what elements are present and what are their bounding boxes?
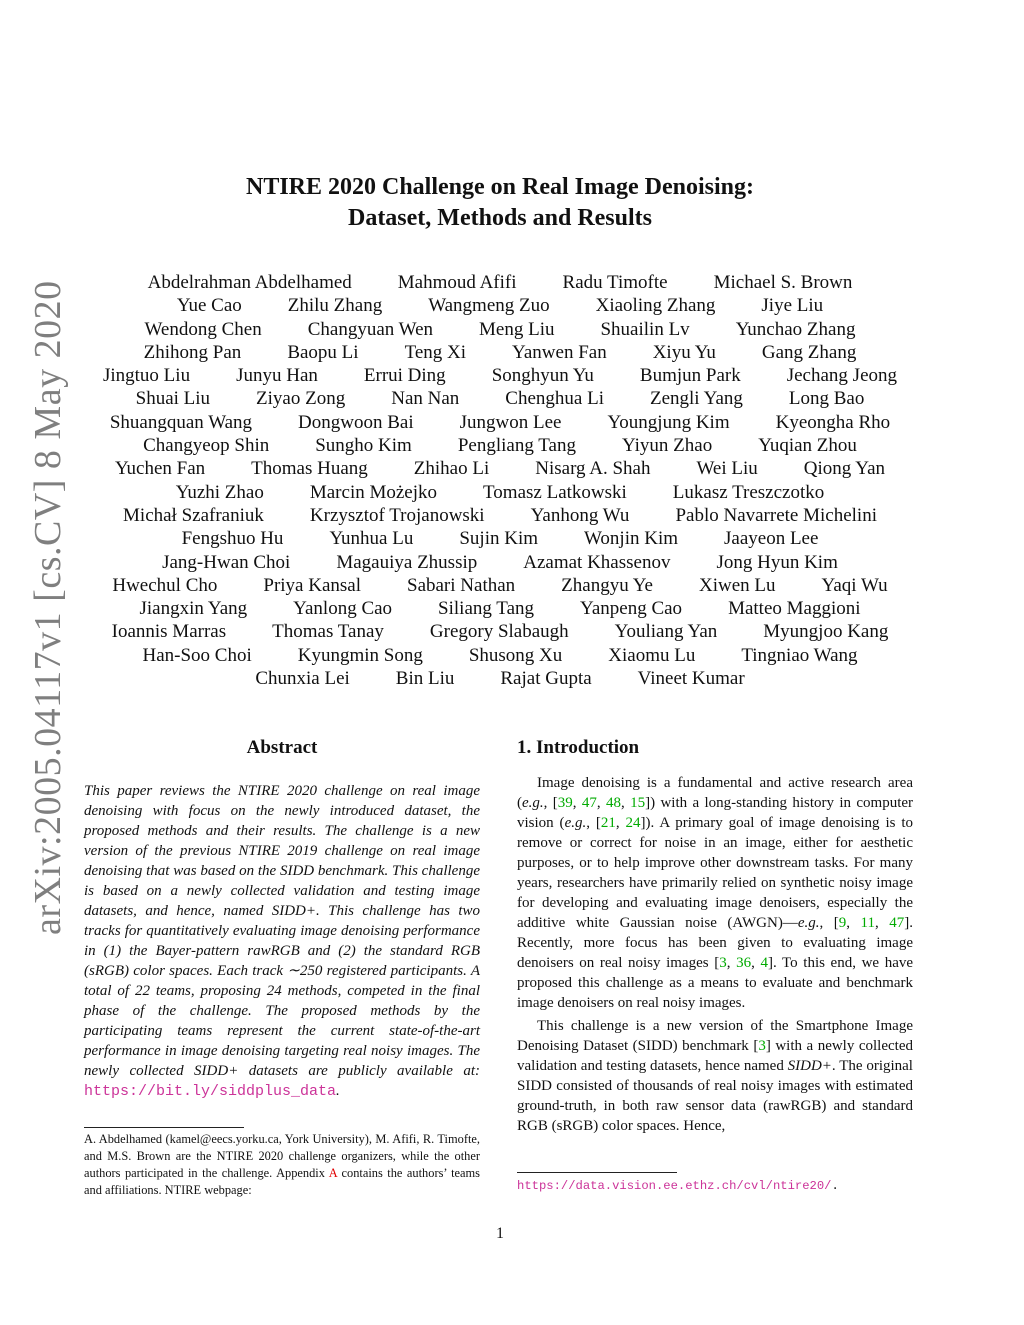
author-row xyxy=(95,387,905,410)
citation-link[interactable]: 3 xyxy=(758,1038,766,1054)
citation-link[interactable]: 36 xyxy=(736,955,752,971)
author-name: Zhilu Zhang xyxy=(287,295,383,317)
dataset-name: SIDD+ xyxy=(787,1058,832,1074)
author-row xyxy=(95,271,905,294)
author-name: Youliang Yan xyxy=(614,621,718,643)
intro-paragraph-1: Image denoising is a fundamental and active research area (e.g., [39, 47, 48, 15]) with a long-standing history in computer vision (e.g., [21, 24]). A primary goal of image denoising is to remove or correct for noise in an image, either for aesthetic purposes, or to help improve other downstream tasks. For many years, researchers have primarily relied on synthetic noisy image for developing and evaluating image denoisers, especially the additive white Gaussian noise (AWGN)—e.g., [9, 11, 47]. Recently, more focus has been given to evaluating image denoisers on real noisy images [3, 36, 4]. To this end, we have proposed this challenge as a means to evaluate and benchmark image denoisers on real noisy images. xyxy=(517,775,914,1011)
author-name: Gregory Slabaugh xyxy=(429,621,569,643)
author-name: Kyungmin Song xyxy=(297,644,423,666)
author-name: Wonjin Kim xyxy=(584,528,678,550)
author-name: Zhihong Pan xyxy=(143,341,242,363)
author-name: Sujin Kim xyxy=(459,528,538,550)
page-number: 1 xyxy=(496,1225,504,1242)
dataset-link[interactable]: https://bit.ly/siddplus_data xyxy=(84,1083,337,1100)
author-name: Songhyun Yu xyxy=(491,365,594,387)
footnote-text-b: contains the authors’ teams and affiliations. NTIRE webpage: xyxy=(84,1166,480,1197)
author-name: Tingniao Wang xyxy=(741,644,858,666)
citation-link[interactable]: 48 xyxy=(606,795,621,811)
author-name: Jiangxin Yang xyxy=(139,598,248,620)
author-row xyxy=(95,644,905,667)
author-name: Changyeop Shin xyxy=(143,435,270,457)
author-name: Nisarg A. Shah xyxy=(535,458,651,480)
author-name: Pengliang Tang xyxy=(457,435,576,457)
author-row xyxy=(95,457,905,480)
intro-p1-t5: ]). A primary goal of image denoising is to remove or correct for noise in an image, either for aesthetic purposes, or to help improve other downstream tasks. For many years, researchers have primarily relied on synthetic noisy image for developing and evaluating image denoisers, especially the additive white Gaussian noise (AWGN)— xyxy=(517,815,914,931)
author-name: Meng Liu xyxy=(479,318,555,340)
author-name: Michael S. Brown xyxy=(713,272,853,293)
author-name: Tomasz Latkowski xyxy=(483,481,627,503)
intro-p2-t2: ] with a newly collected validation and testing datasets, hence named xyxy=(517,1038,913,1074)
abstract-end: . xyxy=(336,1083,340,1099)
author-name: Xiaomu Lu xyxy=(608,644,696,666)
eg-1: e.g. xyxy=(522,795,544,811)
author-name: Wangmeng Zuo xyxy=(428,295,550,317)
author-name: Changyuan Wen xyxy=(307,318,434,340)
author-name: Rajat Gupta xyxy=(500,668,592,690)
author-name: Wei Liu xyxy=(696,458,758,480)
footnote2-end: . xyxy=(831,1179,839,1193)
author-name: Yanhong Wu xyxy=(530,504,630,526)
citation-link[interactable]: 21 xyxy=(600,815,616,831)
author-name: Thomas Tanay xyxy=(272,621,384,643)
author-name: Errui Ding xyxy=(363,365,446,387)
author-name: Xiaoling Zhang xyxy=(595,295,716,317)
eg-2: e.g. xyxy=(564,815,587,831)
author-name: Kyeongha Rho xyxy=(775,411,891,433)
author-name: Yunhua Lu xyxy=(329,528,414,550)
citation-link[interactable]: 47 xyxy=(889,915,905,931)
author-row xyxy=(95,481,905,504)
author-row xyxy=(95,294,905,317)
author-row xyxy=(95,620,905,643)
intro-p1-t4: , [ xyxy=(586,815,601,831)
author-name: Shuailin Lv xyxy=(600,318,690,340)
intro-p1-t8: ]. To this end, we have proposed this challenge as a means to evaluate and benchmark image denoisers on real noisy images. xyxy=(517,955,914,1011)
author-row xyxy=(95,597,905,620)
author-name: Radu Timofte xyxy=(562,272,668,293)
author-row xyxy=(95,527,905,550)
author-name: Yuzhi Zhao xyxy=(175,481,264,503)
author-name: Yanlong Cao xyxy=(293,598,393,620)
citation-link[interactable]: 47 xyxy=(581,795,597,811)
citation-link[interactable]: 24 xyxy=(625,815,641,831)
author-name: Xiwen Lu xyxy=(699,574,776,596)
author-name: Ioannis Marras xyxy=(111,621,227,643)
author-name: Myungjoo Kang xyxy=(763,621,889,643)
footnote2-divider xyxy=(517,1172,677,1173)
author-name: Yuchen Fan xyxy=(114,458,206,480)
citation-link[interactable]: 39 xyxy=(557,795,573,811)
ntire-webpage-link[interactable]: https://data.vision.ee.ethz.ch/cvl/ntire20/ xyxy=(517,1179,832,1193)
author-row xyxy=(95,504,905,527)
abstract-heading: Abstract xyxy=(246,737,318,758)
author-name: Wendong Chen xyxy=(144,318,262,340)
author-name: Shuai Liu xyxy=(135,388,211,410)
author-name: Michał Szafraniuk xyxy=(123,504,264,526)
author-name: Gang Zhang xyxy=(761,341,857,363)
citation-link[interactable]: 11 xyxy=(860,915,875,931)
abstract-text xyxy=(84,781,480,1102)
author-row xyxy=(95,364,905,387)
eg-3: e.g. xyxy=(797,915,820,931)
author-list xyxy=(95,271,905,690)
intro-heading: 1. Introduction xyxy=(517,737,640,758)
footnote-divider xyxy=(84,1127,244,1128)
footnote-text-a: A. Abdelhamed (kamel@eecs.yorku.ca, York University), M. Afifi, R. Timofte, and M.S. Brown are the NTIRE 2020 challenge organizers, while the other authors participated in the challenge. Appendix xyxy=(84,1132,480,1180)
author-name: Thomas Huang xyxy=(251,458,368,480)
author-name: Ziyao Zong xyxy=(256,388,346,410)
author-row xyxy=(95,434,905,457)
author-name: Shuangquan Wang xyxy=(109,411,253,433)
author-name: Bumjun Park xyxy=(639,365,741,387)
intro-p1-t7: ]. Recently, more focus has been given to evaluating image denoisers on real noisy images [ xyxy=(517,915,914,971)
intro-p2-t1: This challenge is a new version of the Smartphone Image Denoising Dataset (SIDD) benchmark [ xyxy=(517,1018,913,1054)
paper-title xyxy=(100,172,900,234)
author-name: Marcin Możejko xyxy=(309,481,438,503)
author-name: Nan Nan xyxy=(391,388,460,410)
author-name: Jang-Hwan Choi xyxy=(162,551,291,573)
author-name: Pablo Navarrete Michelini xyxy=(675,504,877,526)
author-name: Jingtuo Liu xyxy=(102,365,191,387)
author-name: Jechang Jeong xyxy=(786,365,898,387)
citation-link[interactable]: 15 xyxy=(630,795,646,811)
author-name: Zengli Yang xyxy=(649,388,743,410)
author-row xyxy=(95,341,905,364)
author-row xyxy=(95,667,905,690)
author-name: Long Bao xyxy=(788,388,865,410)
author-name: Junyu Han xyxy=(236,365,318,387)
author-name: Chenghua Li xyxy=(505,388,604,410)
author-name: Abdelrahman Abdelhamed xyxy=(147,272,352,293)
intro-paragraph-2 xyxy=(517,1016,913,1136)
author-name: Azamat Khassenov xyxy=(523,551,671,573)
author-name: Shusong Xu xyxy=(468,644,563,666)
author-name: Xiyu Yu xyxy=(652,341,716,363)
author-name: Jiye Liu xyxy=(761,295,824,317)
author-name: Vineet Kumar xyxy=(637,668,745,690)
title-line-1: NTIRE 2020 Challenge on Real Image Denoising: xyxy=(245,174,755,200)
author-name: Baopu Li xyxy=(287,341,359,363)
author-row xyxy=(95,411,905,434)
author-name: Yuqian Zhou xyxy=(758,435,857,457)
author-name: Chunxia Lei xyxy=(255,668,350,690)
abstract-body: This paper reviews the NTIRE 2020 challenge on real image denoising with focus on the newly introduced dataset, the proposed methods and their results. The challenge is a new version of the previous NTIRE 2019 challenge on real image denoising that was based on the SIDD benchmark. This challenge is based on a newly collected validation and testing image datasets, and hence, named SIDD+. This challenge has two tracks for quantitatively evaluating image denoising performance in (1) the Bayer-pattern rawRGB and (2) the standard RGB (sRGB) color spaces. Each track ∼250 registered participants. A total of 22 teams, proposing 24 methods, competed in the final phase of the challenge. The proposed methods by the participating teams represent the current state-of-the-art performance in image denoising targeting real noisy images. The newly collected SIDD+ datasets are publicly available at: xyxy=(84,783,480,1079)
intro-p1-t2: , [ xyxy=(543,795,558,811)
intro-p1-t3: ]) with a long-standing history in computer vision ( xyxy=(517,795,914,831)
intro-text xyxy=(517,773,913,1136)
author-name: Youngjung Kim xyxy=(607,411,730,433)
author-name: Teng Xi xyxy=(404,341,467,363)
arxiv-stamp: arXiv:2005.04117v1 [cs.CV] 8 May 2020 xyxy=(27,280,69,935)
author-name: Yaqi Wu xyxy=(821,574,888,596)
citation-link[interactable]: 9 xyxy=(838,915,847,931)
author-name: Siliang Tang xyxy=(438,598,535,620)
author-name: Dongwoon Bai xyxy=(298,411,414,433)
author-name: Han-Soo Choi xyxy=(142,644,252,666)
author-name: Qiong Yan xyxy=(803,458,886,480)
author-name: Priya Kansal xyxy=(263,574,361,596)
author-name: Matteo Maggioni xyxy=(728,598,861,620)
ntire-webpage-footnote xyxy=(517,1179,839,1193)
author-name: Jaayeon Lee xyxy=(724,528,819,550)
author-row xyxy=(95,551,905,574)
author-name: Zhangyu Ye xyxy=(561,574,653,596)
intro-p2-t3: . The original SIDD consisted of thousands of real noisy images with estimated ground-truth, in both raw sensor data (rawRGB) and standard RGB (sRGB) color spaces. Hence, xyxy=(517,1058,913,1134)
author-name: Magauiya Zhussip xyxy=(336,551,478,573)
author-name: Hwechul Cho xyxy=(112,574,218,596)
author-row xyxy=(95,574,905,597)
author-row xyxy=(95,318,905,341)
author-name: Jong Hyun Kim xyxy=(716,551,838,573)
footnote xyxy=(84,1131,480,1199)
author-name: Bin Liu xyxy=(395,668,455,690)
author-name: Sabari Nathan xyxy=(407,574,516,596)
author-name: Yue Cao xyxy=(176,295,242,317)
author-name: Jungwon Lee xyxy=(459,411,562,433)
author-name: Yanwen Fan xyxy=(512,341,607,363)
appendix-link[interactable]: A xyxy=(328,1166,338,1180)
citation-link[interactable]: 3 xyxy=(719,955,727,971)
author-name: Zhihao Li xyxy=(413,458,490,480)
author-name: Sungho Kim xyxy=(315,435,412,457)
citation-link[interactable]: 4 xyxy=(760,955,768,971)
author-name: Fengshuo Hu xyxy=(181,528,284,550)
intro-p1-t6: , [ xyxy=(819,915,839,931)
author-name: Yunchao Zhang xyxy=(735,318,856,340)
author-name: Mahmoud Afifi xyxy=(397,272,517,293)
author-name: Yiyun Zhao xyxy=(621,435,713,457)
title-line-2: Dataset, Methods and Results xyxy=(347,205,652,231)
author-name: Yanpeng Cao xyxy=(580,598,683,620)
author-name: Lukasz Treszczotko xyxy=(672,481,825,503)
author-name: Krzysztof Trojanowski xyxy=(309,504,485,526)
intro-p1-t1: Image denoising is a fundamental and active research area ( xyxy=(517,775,913,811)
